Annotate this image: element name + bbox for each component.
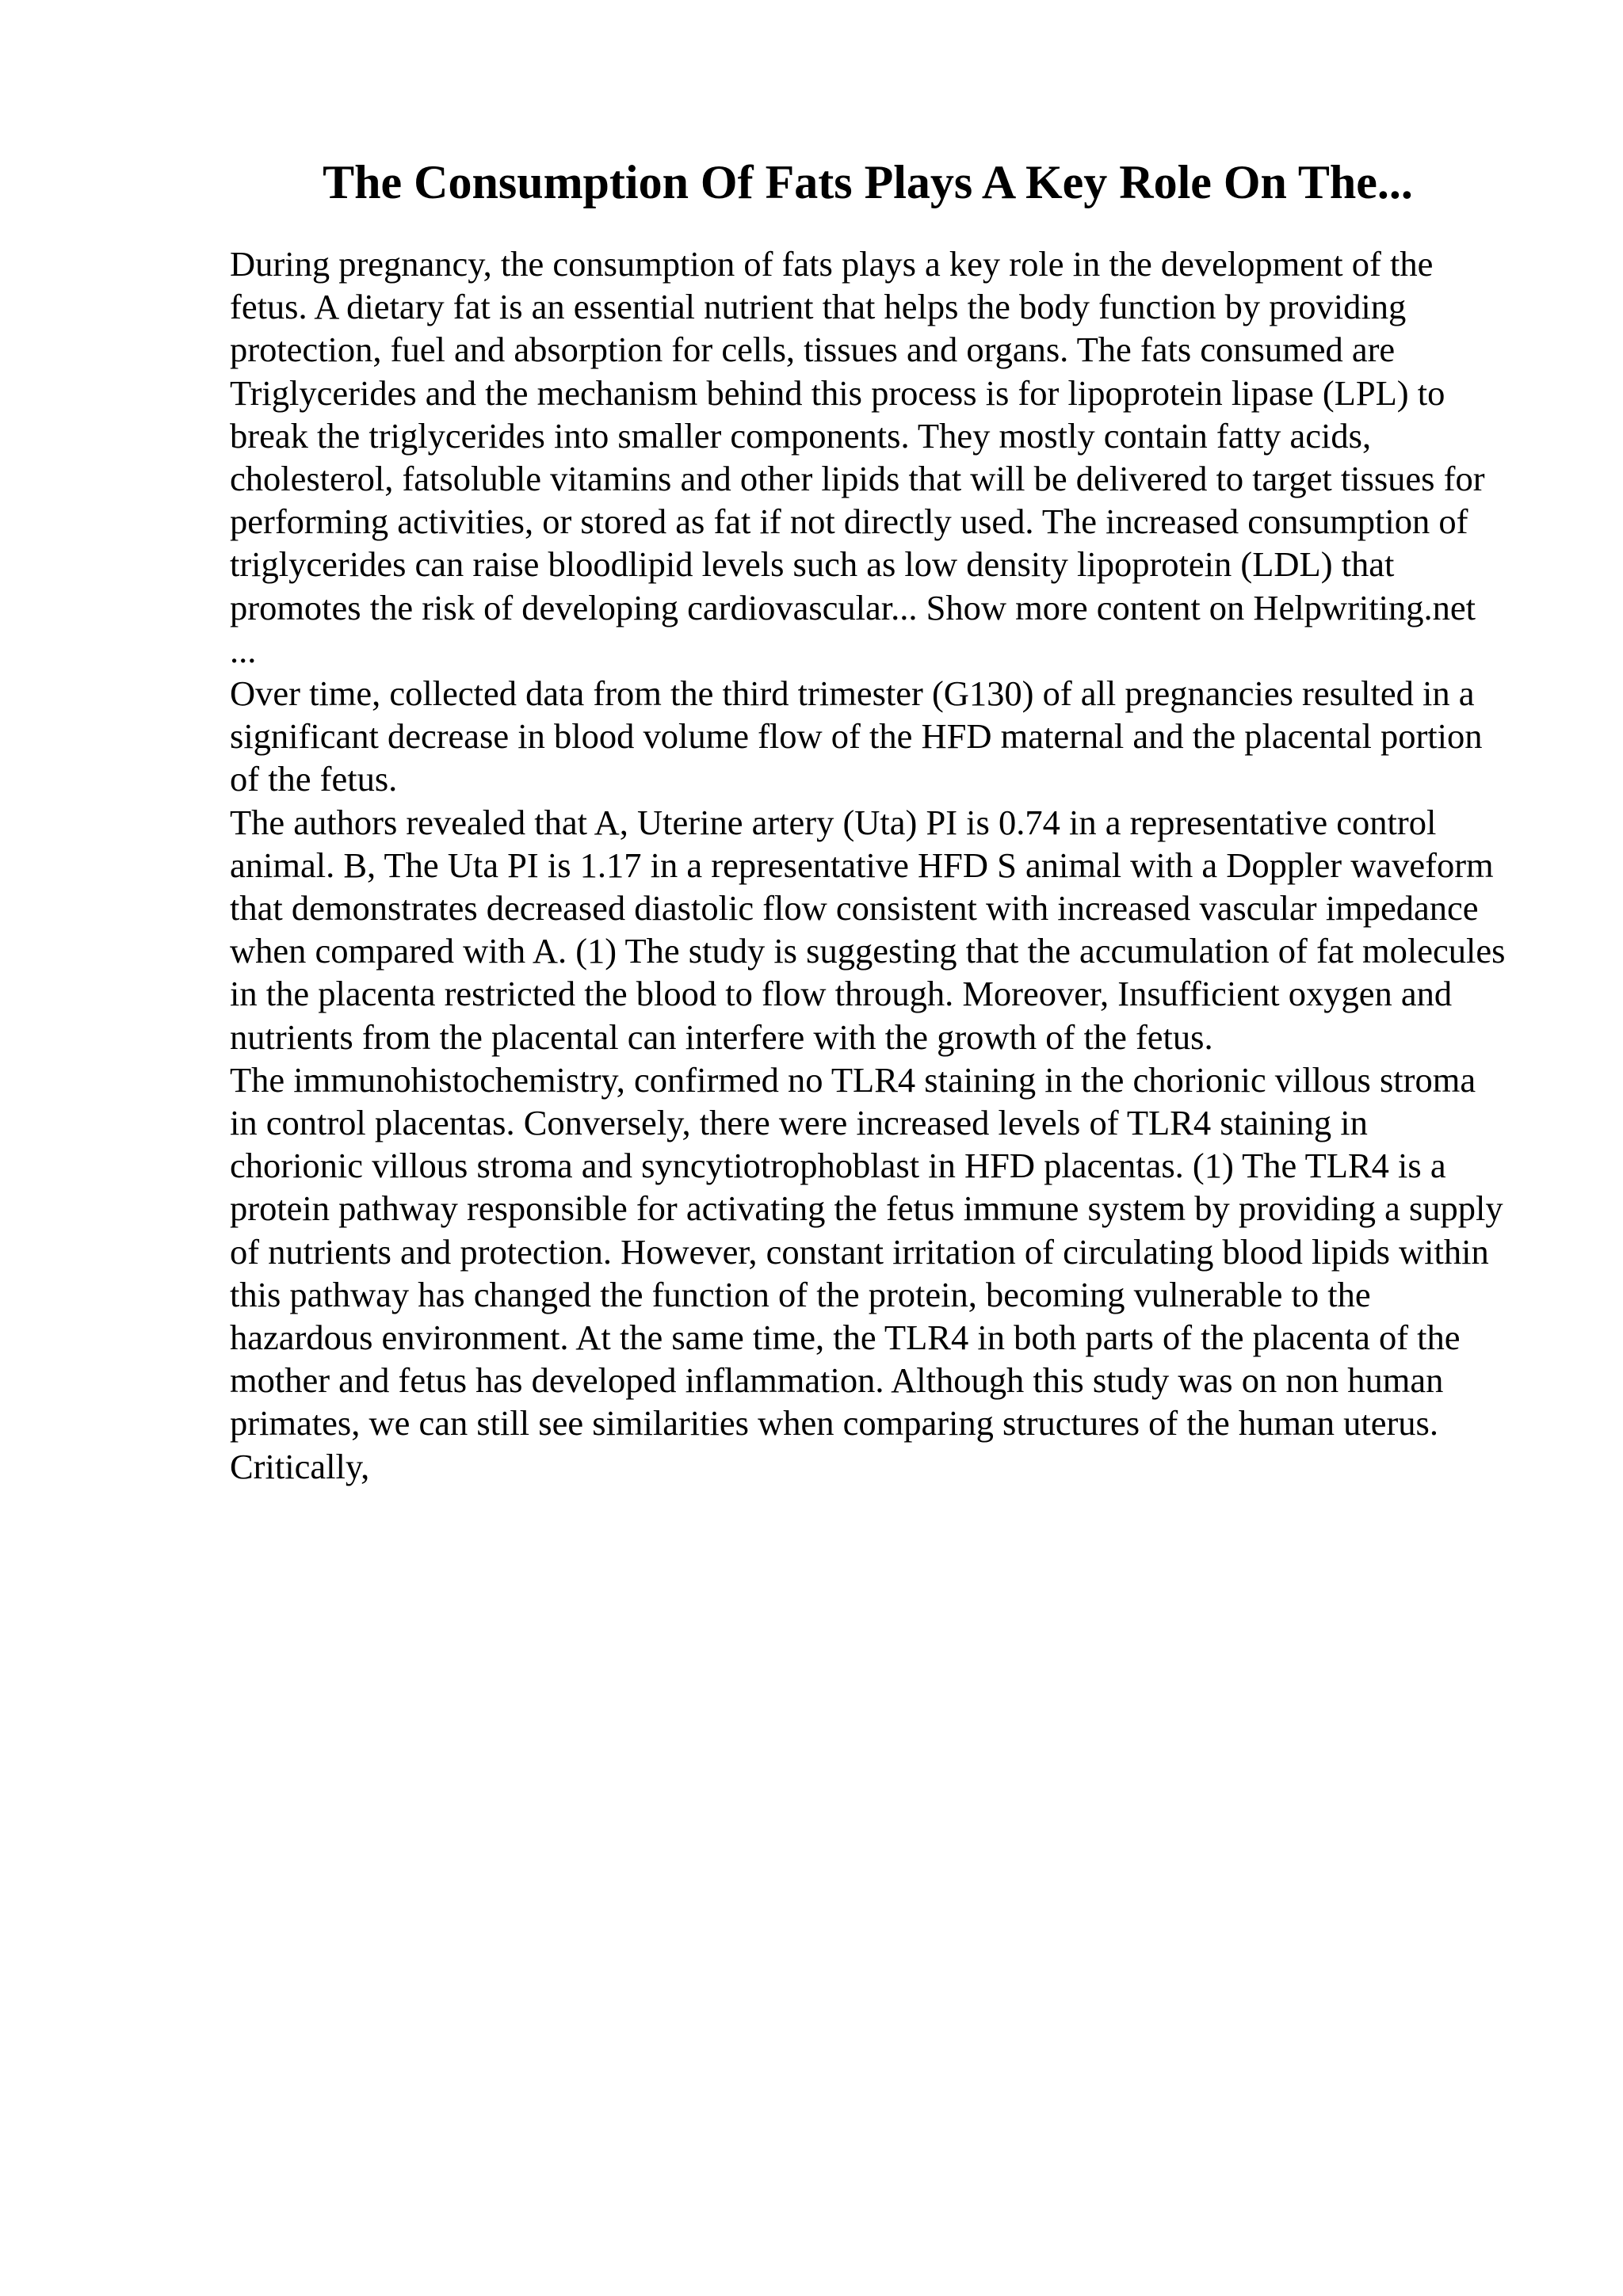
paragraph-intro: During pregnancy, the consumption of fats plays a key role in the development of the fetus. A dietary fat is an essential nutrient that helps the body function by providing protection, fuel and absorption for cells, tissues and organs. The fats consumed are Triglycerides and the mechanism behind this process is for lipoprotein lipase (LPL) to break the triglycerides into smaller components. They mostly contain fatty acids, cholesterol, fatsoluble vitamins and other lipids that will be delivered to target tissues for performing activities, or stored as fat if not directly used. The increased consumption of triglycerides can raise bloodlipid levels such as low density lipoprotein (LDL) that promotes the risk of developing cardiovascular... Show more content on Helpwriting.net ... [230,244,1485,670]
paragraph-tlr4: The immunohistochemistry, confirmed no TLR4 staining in the chorionic villous stroma in control placentas. Conversely, there were increased levels of TLR4 staining in chorionic villous stroma and syncytiotrophoblast in HFD placentas. (1) The TLR4 is a protein pathway responsible for activating the fetus immune system by providing a supply of nutrients and protection. However, constant irritation of circulating blood lipids within this pathway has changed the function of the protein, becoming vulnerable to the hazardous environment. At the same time, the TLR4 in both parts of the placenta of the mother and fetus has developed inflammation. Although this study was on non human primates, we can still see similarities when comparing structures of the human uterus. Critically, [230,1059,1503,1486]
document-body [230,242,1506,1488]
paragraph-blood-flow: Over time, collected data from the third trimester (G130) of all pregnancies resulted in a significant decrease in blood volume flow of the HFD maternal and the placental portion of the fetus. [230,673,1483,799]
paragraph-uterine-artery: The authors revealed that A, Uterine artery (Uta) PI is 0.74 in a representative control animal. B, The Uta PI is 1.17 in a representative HFD S animal with a Doppler waveform that demonstrates decreased diastolic flow consistent with increased vascular impedance when compared with A. (1) The study is suggesting that the accumulation of fat molecules in the placenta restricted the blood to flow through. Moreover, Insufficient oxygen and nutrients from the placental can interfere with the growth of the fetus. [230,802,1506,1057]
document-title: The Consumption Of Fats Plays A Key Role On The... [323,156,1413,208]
